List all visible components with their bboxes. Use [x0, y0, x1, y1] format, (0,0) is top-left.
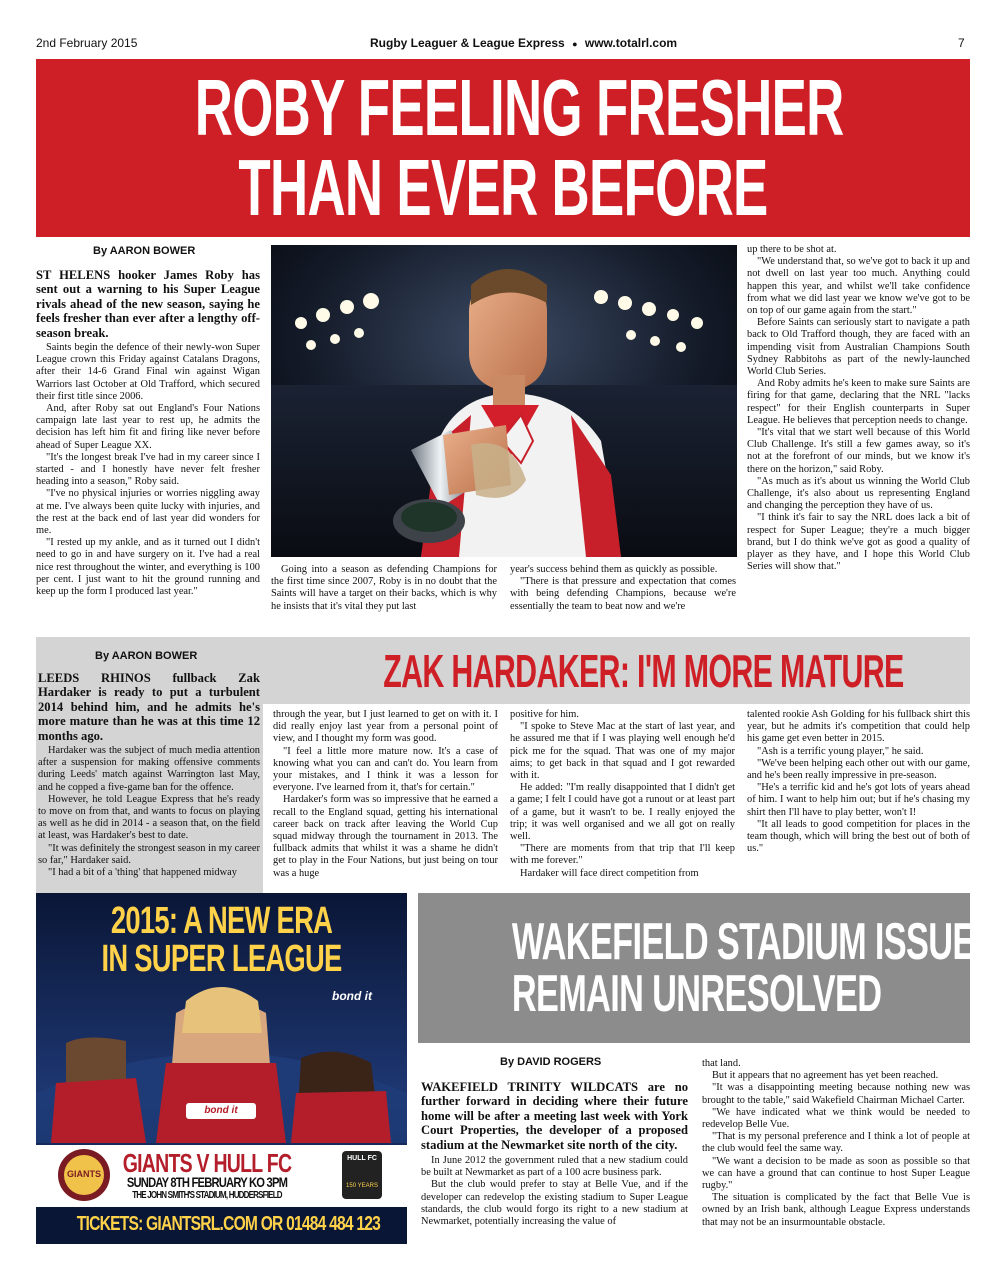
- paragraph: "He's a terrific kid and he's got lots of years ahead of him. I want to help him out; but if he's chasing my shirt then I'll have to play better, won't I!: [747, 782, 970, 818]
- page-number: 7: [958, 36, 965, 50]
- advert-headline-1: 2015: A NEW ERA: [110, 900, 333, 942]
- paragraph: Hardaker's form was so impressive that he earned a recall to the England squad, getting his international career back on track after leaving the World Cup squad midway through the tournament in 2013. The fullback admits that whilst it was a shame he didn't get to play in the Four Nations, but just being on tour was a huge: [273, 794, 498, 879]
- paragraph: "I had a bit of a 'thing' that happened midway: [48, 867, 237, 879]
- lead-paragraph: ST HELENS hooker James Roby has sent out a warning to his Super League rivals ahead of the new season, saying he feels fresher than ever after a lengthy off-season break.: [36, 268, 260, 340]
- hull-fc-crest: HULL FC: [347, 1155, 377, 1162]
- article-column-3: [510, 564, 736, 624]
- paragraph: He added: "I'm really disappointed that I didn't get a game; I felt I could have got a runout or at least part of a game, but it wasn't to be. I really enjoyed the trip; it was well organised and we all got on really well.: [510, 782, 735, 843]
- paragraph: However, he told League Express that he's ready to move on from that, and wants to focus on playing as well as he did in 2014 - a season that, on the field at least, was Hardaker's best to date.: [38, 793, 260, 842]
- issue-date: 2nd February 2015: [36, 36, 138, 50]
- bullet-separator: ●: [572, 39, 578, 49]
- fixture-venue: THE JOHN SMITH'S STADIUM, HUDDERSFIELD: [132, 1190, 282, 1201]
- paragraph: "We have indicated what we think would be needed to redevelop Belle Vue.: [702, 1106, 970, 1131]
- wakefield-column-2: [702, 1058, 970, 1246]
- article-column-4: [747, 244, 970, 626]
- hardaker-lead-paragraph: LEEDS RHINOS fullback Zak Hardaker is ready to put a turbulent 2014 behind him, and he admits he's more mature than he was at this time 12 months ago.: [38, 671, 260, 743]
- hardaker-column-3: [510, 709, 735, 885]
- giants-badge: GIANTS: [66, 1169, 101, 1179]
- paragraph: "We've been helping each other out with our game, and he's been really impressive in pre-season.: [747, 757, 970, 782]
- paragraph: "It was a disappointing meeting because nothing new was brought to the table," said Wakefield Chairman Michael Carter.: [702, 1082, 970, 1106]
- paragraph: "We understand that, so we've got to back it up and not dwell on last year too much. Anything could happen this year, and whilst we'll take confidence from what we did last year we know we've got to be on top of our game again from the start.": [747, 256, 970, 317]
- paragraph: "It's the longest break I've had in my career since I started - and I honestly have never felt fresher heading into a season," Roby said.: [36, 451, 260, 488]
- paragraph: year's success behind them as quickly as possible.: [510, 564, 718, 575]
- paragraph: through the year, but I just learned to get on with it. I did really enjoy last year from a personal point of view, and I thought my form was good.: [273, 709, 498, 745]
- paragraph: Hardaker was the subject of much media attention after a suspension for making offensive comments during Leeds' match against Warrington last May, and he copped a five-game ban for the offence.: [38, 745, 260, 793]
- hardaker-headline: ZAK HARDAKER: I'M MORE MATURE: [383, 645, 904, 697]
- paragraph: But it appears that no agreement has yet been reached.: [712, 1070, 939, 1082]
- paragraph: "I feel a little more mature now. It's a case of knowing what you can and can't do. You learn from your mistakes, and I think it was a lesson for everyone. I've learned from it, that's for certain.": [273, 745, 498, 794]
- wakefield-headline-banner: [418, 893, 997, 1043]
- publication-name: [370, 36, 677, 50]
- publication-title: Rugby Leaguer & League Express: [370, 36, 565, 50]
- paragraph: talented rookie Ash Golding for his fullback shirt this year, but he admits it's competition that could help his game get even better in 2015.: [747, 709, 970, 745]
- paragraph: "It all leads to good competition for places in the team though, which will bring the best out of both of us.": [747, 818, 970, 855]
- headline-line-1: ROBY FEELING FRESHER: [194, 63, 844, 152]
- wakefield-column-1: [421, 1080, 688, 1246]
- headline-line-2: THAN EVER BEFORE: [238, 143, 768, 232]
- article-column-2: [271, 564, 497, 624]
- fixture-title: GIANTS V HULL FC: [122, 1148, 292, 1178]
- paragraph: "I think it's fair to say the NRL does lack a bit of respect for Super League; they're a much bigger brand, but I do think we've got as good a quality of player as they have, and I hope this World Club Series will show that.": [747, 512, 970, 573]
- paragraph: "Ash is a terrific young player," he said.: [757, 745, 924, 757]
- headline-banner: [36, 59, 970, 237]
- hardaker-byline: By AARON BOWER: [95, 650, 198, 662]
- paragraph: that land.: [702, 1058, 741, 1069]
- byline: By AARON BOWER: [93, 245, 196, 257]
- article-column-1: [36, 268, 260, 628]
- paragraph: Going into a season as defending Champions for the first time since 2007, Roby is in no doubt that the Saints will have a target on their backs, which is why he insists that it's vital they put last: [271, 564, 497, 612]
- giants-advert[interactable]: [36, 893, 407, 1244]
- shirt-sponsor-logo: bond it: [204, 1105, 238, 1116]
- sponsor-logo: bond it: [332, 989, 372, 1003]
- hardaker-column-2: [273, 709, 498, 885]
- paragraph: "That is my personal preference and I think a lot of people at the club would feel the same way.: [702, 1131, 970, 1155]
- paragraph: Hardaker will face direct competition from: [520, 867, 699, 879]
- paragraph: "I spoke to Steve Mac at the start of last year, and he assured me that if I was playing well enough he'd pick me for the squad. That was one of my major aims; to get back in that squad and I got rewarded with it.: [510, 721, 735, 782]
- fixture-date: SUNDAY 8TH FEBRUARY KO 3PM: [126, 1174, 288, 1190]
- paragraph: But the club would prefer to stay at Belle Vue, and if the developer can redevelop the existing stadium to Super League standards, the club would forgo its right to a new stadium at Newmarket, potentially increasing the value of: [421, 1179, 688, 1228]
- hull-fc-anniversary: 150 YEARS: [346, 1183, 378, 1189]
- paragraph: In June 2012 the government ruled that a new stadium could be built at Newmarket as part of a 100 acre business park.: [421, 1155, 688, 1179]
- paragraph: "It's vital that we start well because of this World Club Challenge. It's still a few games away, so it's not at the forefront of our minds, but we know it's there on the horizon," said Roby.: [747, 427, 970, 475]
- paragraph: "There are moments from that trip that I'll keep with me forever.": [510, 843, 735, 867]
- tickets-line[interactable]: TICKETS: GIANTSRL.COM OR 01484 484 123: [76, 1213, 381, 1235]
- paragraph: "There is that pressure and expectation that comes with being defending Champions, because we're essentially the team to beat now and we're: [510, 576, 736, 612]
- wakefield-lead-paragraph: WAKEFIELD TRINITY WILDCATS are no further forward in deciding where their future home will be after a meeting last week with York Court Properties, the developer of a proposed stadium at the Newmarket site north of the city.: [421, 1080, 688, 1152]
- paragraph: And Roby admits he's keen to make sure Saints are firing for that game, declaring that the NRL "lacks respect" for their English counterparts in Super League. He believes that perception needs to change.: [747, 378, 970, 426]
- hardaker-column-4: [747, 709, 970, 885]
- wakefield-byline: By DAVID ROGERS: [500, 1056, 602, 1068]
- paragraph: The situation is complicated by the fact that Belle Vue is owned by an Irish bank, although League Express understands that may not be an insurmountable obstacle.: [702, 1192, 970, 1228]
- paragraph: And, after Roby sat out England's Four Nations campaign late last year to rest up, he admits the decision has left him fit and firing like never before ahead of Super League XX.: [36, 403, 260, 451]
- paragraph: up there to be shot at.: [747, 244, 837, 255]
- hardaker-column-1: [38, 671, 260, 881]
- wakefield-headline-1: WAKEFIELD STADIUM ISSUES: [511, 913, 997, 971]
- photo-illustration: [271, 245, 737, 557]
- paragraph: "I rested up my ankle, and as it turned out I didn't need to go in and have surgery on it. I've had a real nice rest throughout the winter, and everything is 100 per cent. I just want to hit the ground running and keep up the form I produced last year.": [36, 537, 260, 598]
- wakefield-headline-2: REMAIN UNRESOLVED: [511, 965, 882, 1023]
- paragraph: "As much as it's about us winning the World Club Challenge, it's also about us representing England and changing the perception they have of us.: [747, 475, 970, 512]
- paragraph: positive for him.: [510, 709, 579, 720]
- website-url: www.totalrl.com: [584, 36, 678, 50]
- paragraph: Before Saints can seriously start to navigate a path back to Old Trafford though, they are faced with an impending visit from Australian Champions South Sydney Rabbitohs as part of the newly-launched World Club Series.: [747, 317, 970, 378]
- player-photo: [271, 245, 737, 557]
- advert-headline-2: IN SUPER LEAGUE: [101, 938, 342, 980]
- paragraph: Saints begin the defence of their newly-won Super League crown this Friday against Catalans Dragons, after their 14-6 Grand Final win against Wigan Warriors last October at Old Trafford, which secured their first title since 2006.: [36, 342, 260, 402]
- paragraph: "We want a decision to be made as soon as possible so that we can have a ground that can continue to host Super League rugby.": [702, 1155, 970, 1192]
- paragraph: "It was definitely the strongest season in my career so far," Hardaker said.: [38, 842, 260, 866]
- paragraph: "I've no physical injuries or worries niggling away at me. I've always been quite lucky with injuries, and the rest at the back end of last year did wonders for me.: [36, 488, 260, 537]
